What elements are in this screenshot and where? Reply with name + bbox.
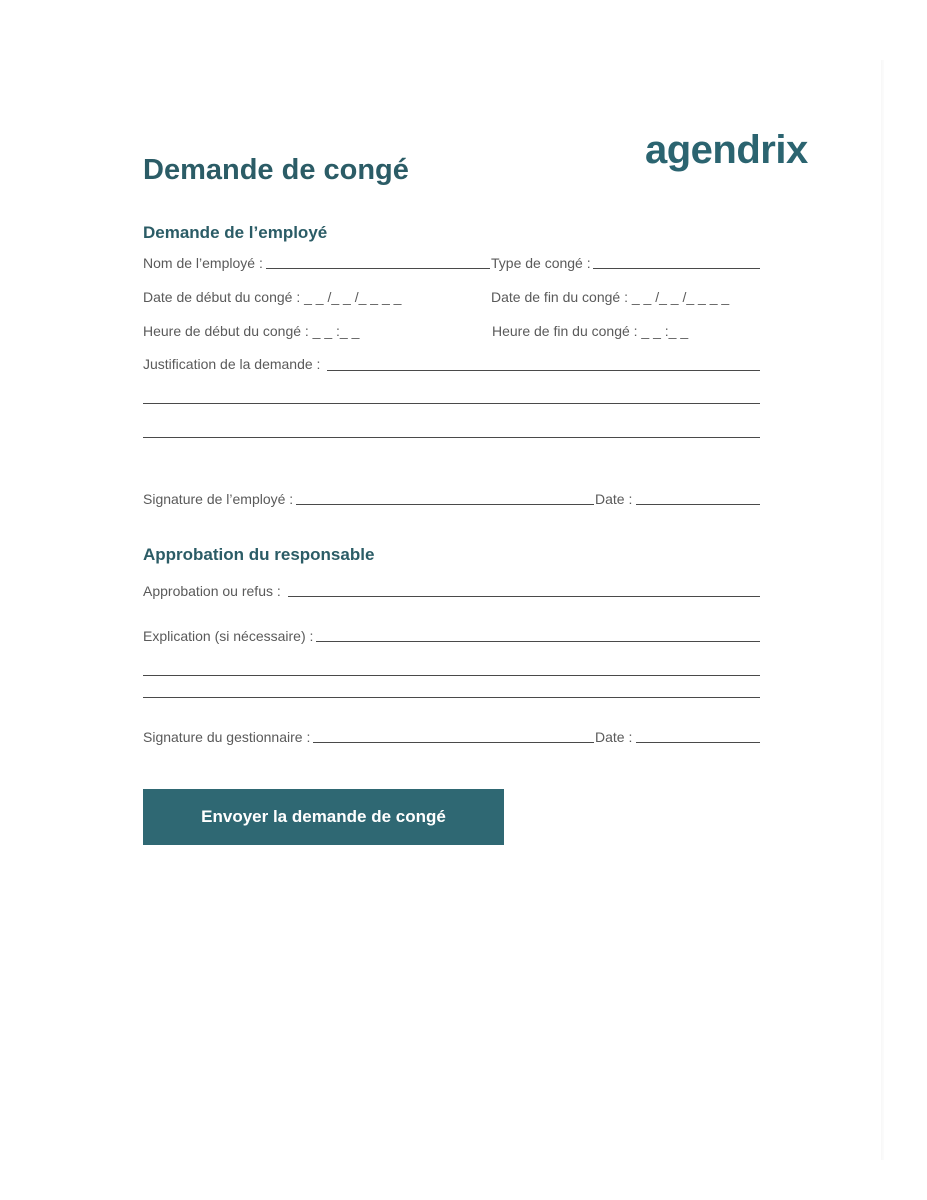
end-date-field[interactable]: Date de fin du congé : _ _ /_ _ /_ _ _ _ [491, 289, 730, 305]
employee-name-field[interactable] [266, 268, 490, 269]
leave-type-label: Type de congé : [491, 255, 591, 271]
approval-field[interactable] [288, 596, 760, 597]
explanation-field-line-1[interactable] [316, 641, 760, 642]
manager-date-label: Date : [595, 729, 633, 745]
explanation-field-line-3[interactable] [143, 697, 760, 698]
justification-field-line-1[interactable] [327, 370, 760, 371]
end-time-field[interactable]: Heure de fin du congé : _ _ :_ _ [492, 323, 689, 339]
employee-date-label: Date : [595, 491, 633, 507]
justification-label: Justification de la demande : [143, 356, 321, 372]
manager-signature-field[interactable] [313, 742, 594, 743]
submit-leave-request-button[interactable]: Envoyer la demande de congé [143, 789, 504, 845]
manager-signature-label: Signature du gestionnaire : [143, 729, 311, 745]
start-time-field[interactable]: Heure de début du congé : _ _ :_ _ [143, 323, 360, 339]
employee-section-heading: Demande de l’employé [143, 223, 328, 242]
manager-section-heading: Approbation du responsable [143, 545, 375, 564]
justification-field-line-2[interactable] [143, 403, 760, 404]
manager-date-field[interactable] [636, 742, 760, 743]
justification-field-line-3[interactable] [143, 437, 760, 438]
agendrix-logo: agendrix [645, 128, 808, 172]
page-edge [881, 60, 884, 1160]
employee-signature-label: Signature de l’employé : [143, 491, 294, 507]
page-title: Demande de congé [143, 154, 409, 186]
employee-signature-field[interactable] [296, 504, 594, 505]
start-date-field[interactable]: Date de début du congé : _ _ /_ _ /_ _ _ _ [143, 289, 402, 305]
employee-name-label: Nom de l’employé : [143, 255, 263, 271]
explanation-label: Explication (si nécessaire) : [143, 628, 314, 644]
leave-type-field[interactable] [593, 268, 760, 269]
explanation-field-line-2[interactable] [143, 675, 760, 676]
employee-date-field[interactable] [636, 504, 760, 505]
approval-label: Approbation ou refus : [143, 583, 281, 599]
